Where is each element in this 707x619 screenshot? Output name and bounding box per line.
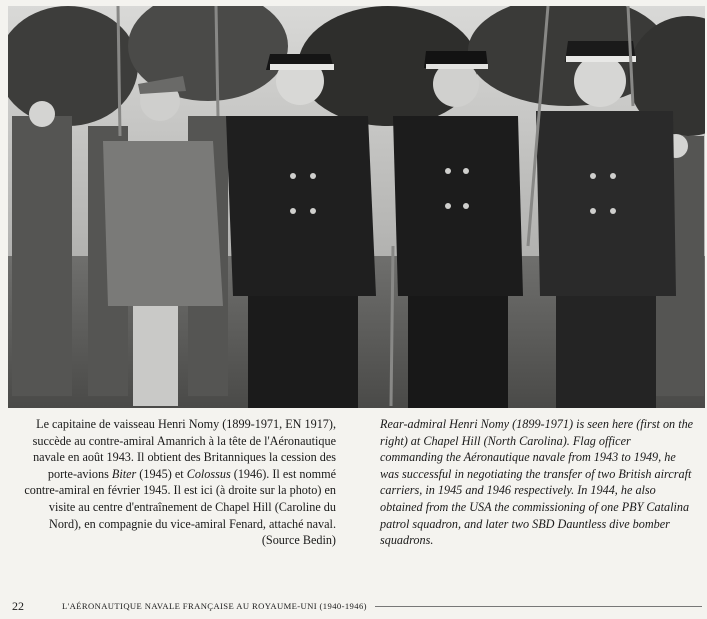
photo-source: (Source Bedin) (261, 533, 336, 548)
photo-illustration (8, 6, 705, 408)
running-head: L'AÉRONAUTIQUE NAVALE FRANÇAISE AU ROYAUME-UNI (1940-1946) (62, 601, 367, 611)
ship-name-colossus: Colossus (186, 466, 231, 481)
historical-photo (8, 6, 705, 408)
page-number: 22 (12, 598, 24, 613)
footer-rule (375, 606, 702, 607)
page-footer (12, 598, 702, 614)
caption-english-text: Rear-admiral Henri Nomy (1899-1971) is seen here (first on the right) at Chapel Hill (North Carolina). Flag officer commanding the Aéronautique navale from 1943 to 1949, he was successful in negotiating the transfer of two British aircraft carriers, in 1945 and 1946 respectively. In 1944, he also obtained from the USA the commissioning of one PBY Catalina patrol squadron, and later two SBD Dauntless dive bomber squadrons. (380, 417, 694, 548)
caption-english (380, 416, 696, 549)
caption-french-text: Le capitaine de vaisseau Henri Nomy (1899-1971, EN 1917), succède au contre-amiral Amanrich à la tête de l'Aéronautique navale en août 1943. Il obtient des Britanniques la cession des porte-avions Biter (1945) et Colossus (1946). Il est nommé contre-amiral en février 1945. Il est ici (à droite sur la photo) en visite au centre d'entraînement de Chapel Hill (Caroline du Nord), en compagnie du vice-amiral Fenard, attaché naval. (24, 417, 336, 531)
ship-name-biter: Biter (111, 466, 137, 481)
caption-french (20, 416, 336, 549)
